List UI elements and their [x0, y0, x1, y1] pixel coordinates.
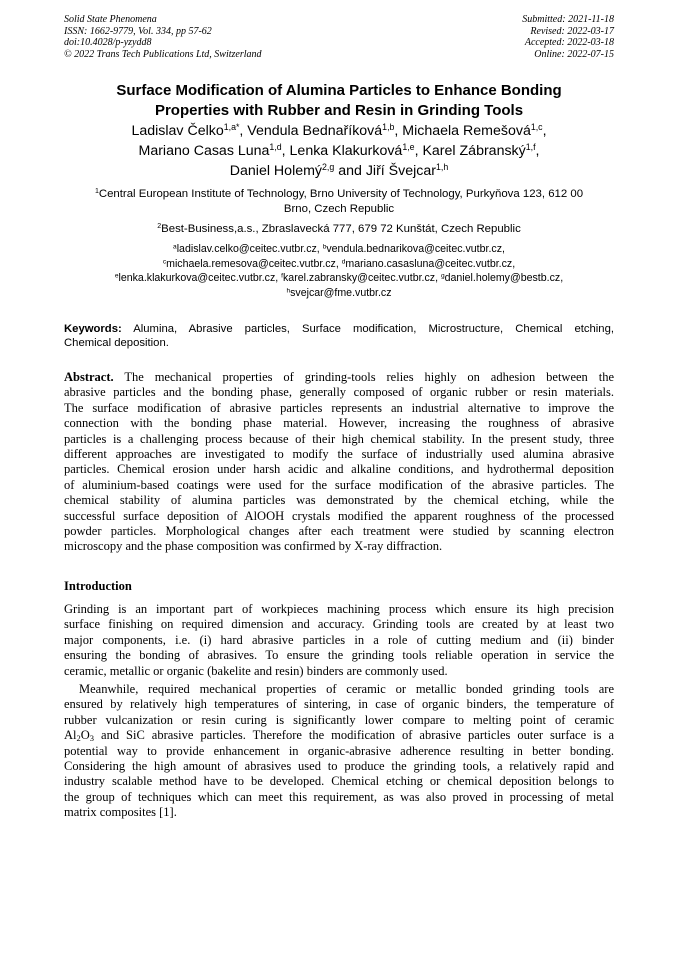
keywords-line — [64, 322, 614, 336]
abstract-line: powder particles. Morphological changes after each treatment were studied by scanning electron — [64, 524, 614, 539]
paragraph-line: Considering the high amount of abrasives used to produce the grinding tools, a relatively rapid and — [64, 759, 614, 774]
author-name: Daniel Holemý — [229, 163, 323, 179]
email-mark: g — [440, 272, 445, 280]
email-line — [20, 286, 658, 301]
accepted-date: Accepted: 2022-03-18 — [524, 37, 614, 48]
email-address: vendula.bednarikova@ceitec.vutbr.cz — [326, 243, 502, 255]
affiliation-1 — [64, 187, 614, 216]
email-mark: c — [162, 257, 167, 265]
email-address: karel.zabransky@ceitec.vutbr.cz — [283, 272, 436, 285]
email-address: lenka.klakurkova@ceitec.vutbr.cz — [118, 272, 276, 285]
section-heading: Introduction — [64, 579, 132, 593]
keywords-section — [64, 322, 614, 351]
author-separator: , — [239, 123, 248, 139]
email-line: $^a$ladislav.celko@ceitec.vutbr.cz, $^b$vendula.bednarikova@ceitec.vutbr.cz, — [173, 243, 505, 255]
author-name: Lenka Klakurková — [289, 143, 403, 159]
paragraph-line: industry scalable method have to be developed. Chemical etching or chemical deposition belongs to — [64, 774, 614, 789]
paragraph-line: Meanwhile, required mechanical properties of ceramic or metallic bonded grinding tools are — [79, 682, 614, 696]
author-name: Mariano Casas Luna — [138, 143, 270, 159]
title-line: Properties with Rubber and Resin in Grinding Tools — [154, 102, 524, 119]
email-mark: h — [286, 287, 291, 295]
abstract-line: particles is a challenging process because of their high chemical stability. In the present study, three — [64, 431, 614, 446]
author-affiliation-mark: 1,f — [525, 142, 536, 153]
email-mark: b — [322, 243, 327, 251]
keywords-label: Keywords: — [64, 323, 122, 335]
email-address: daniel.holemy@bestb.cz — [444, 272, 561, 285]
journal-doi: doi:10.4028/p-yzydd8 — [64, 37, 152, 48]
author-affiliation-mark: 1,c — [530, 122, 543, 133]
email-address: svejcar@fme.vutbr.cz — [290, 286, 392, 299]
author-name: Ladislav Čelko — [131, 123, 224, 139]
paragraph-line — [64, 728, 614, 743]
author-affiliation-mark: 1,e — [402, 142, 415, 153]
email-line: $^e$lenka.klakurkova@ceitec.vutbr.cz, $^f$karel.zabransky@ceitec.vutbr.cz, $^g$daniel.holemy@bestb.cz, — [114, 272, 564, 285]
affiliation-line — [64, 222, 614, 237]
abstract-section — [64, 370, 614, 555]
affiliation-line — [64, 187, 614, 202]
author-name: Michaela Remešová — [402, 123, 531, 139]
paragraph-line: the group of techniques which can meet this requirement, as was also proved in processing of metal — [64, 789, 614, 804]
revised-date: Revised: 2022-03-17 — [530, 25, 614, 37]
journal-info — [64, 14, 262, 60]
author-name: Jiří Švejcar — [365, 163, 436, 179]
journal-issn: ISSN: 1662-9779, Vol. 334, pp 57-62 — [64, 25, 212, 37]
author-affiliation-mark: 1,a* — [223, 122, 240, 133]
author-affiliation-mark: 2,g — [322, 162, 335, 173]
intro-paragraph-1 — [64, 602, 614, 679]
email-list — [20, 242, 658, 300]
author-separator: , — [542, 123, 547, 139]
online-date: Online: 2022-07-15 — [534, 48, 614, 60]
email-mark: a — [173, 243, 177, 251]
submitted-date: Submitted: 2021-11-18 — [522, 14, 614, 25]
email-mark: e — [114, 272, 119, 280]
email-address: mariano.casasluna@ceitec.vutbr.cz — [345, 257, 513, 270]
author-affiliation-mark: 1,h — [436, 162, 449, 173]
paragraph-line: major components, i.e. (i) hard abrasive particles in a role of cutting medium and (ii) binder — [64, 632, 614, 647]
publication-dates — [522, 14, 614, 60]
author-separator: , — [535, 143, 540, 159]
email-address: michaela.remesova@ceitec.vutbr.cz — [166, 257, 336, 270]
author-separator: and — [334, 163, 366, 179]
abstract-text: The mechanical properties of grinding-tools relies highly on adhesion between the — [124, 370, 614, 384]
formula-subscript: 3 — [89, 733, 95, 744]
author-name: Karel Zábranský — [422, 143, 526, 159]
author-name: Vendula Bednaříková — [247, 123, 383, 139]
intro-paragraph-2 — [64, 682, 614, 821]
formula-subscript: 2 — [76, 733, 81, 744]
keywords-line: Chemical deposition. — [64, 337, 169, 350]
affiliation-2 — [64, 222, 614, 237]
abstract-line: successful surface deposition of AlOOH crystals modified the apparent roughness of the processed — [64, 508, 614, 523]
paper-title — [64, 81, 614, 121]
paragraph-line: ensured by relatively high temperatures of sintering, in case of organic binders, the temperature of — [64, 697, 614, 712]
formula-al2o3 — [64, 728, 94, 742]
abstract-line — [64, 370, 614, 385]
affiliation-mark: 1 — [94, 188, 99, 196]
paragraph-line: surface finishing on required dimension and accuracy. Grinding tools are created by at least two — [64, 617, 614, 632]
author-separator: , — [414, 143, 423, 159]
paragraph-line: matrix composites [1]. — [64, 805, 177, 820]
formula-part: O — [80, 728, 90, 743]
paragraph-line: ensuring the bonding of abrasives. To ensure the grinding tools reliable operation in service the — [64, 648, 614, 663]
author-separator: , — [281, 143, 290, 159]
author-line — [40, 141, 638, 161]
abstract-line: microscopy and the phase composition was confirmed by X-ray diffraction. — [64, 539, 443, 554]
email-mark: f — [281, 272, 283, 280]
abstract-line: of aluminium-based coatings were used for the surface modification of the abrasive particles. The — [64, 477, 614, 492]
journal-name: Solid State Phenomena — [64, 14, 157, 25]
affiliation-text: Best-Business,a.s., Zbraslavecká 777, 679 72 Kunštát, Czech Republic — [161, 223, 521, 235]
abstract-line: abrasive particles and the bonding phase, generally composed of organic rubber or resin materials. — [64, 385, 614, 400]
email-line: $^c$michaela.remesova@ceitec.vutbr.cz, $^d$mariano.casasluna@ceitec.vutbr.cz, — [162, 257, 516, 270]
paragraph-line: Grinding is an important part of workpieces machining process which ensure its high precision — [64, 602, 614, 616]
author-line — [40, 161, 638, 181]
abstract-label: Abstract. — [64, 370, 114, 384]
journal-copyright: © 2022 Trans Tech Publications Ltd, Switzerland — [64, 48, 262, 60]
paragraph-text: and SiC abrasive particles. Therefore the modification of abrasive particles outer surface is a — [94, 728, 614, 743]
formula-part: Al — [64, 728, 77, 743]
title-line: Surface Modification of Alumina Particles to Enhance Bonding — [116, 82, 562, 99]
abstract-line: The surface modification of abrasive particles represents an industrial alternative to improve the — [64, 400, 614, 415]
keywords-text: Alumina, Abrasive particles, Surface modification, Microstructure, Chemical etching, — [133, 323, 615, 335]
affiliation-mark: 2 — [157, 223, 162, 231]
paragraph-line: potential way to provide enhancement in organic-abrasive adherence resulting in better bonding. — [64, 743, 614, 758]
author-list — [40, 121, 638, 181]
affiliation-line: Brno, Czech Republic — [283, 202, 395, 215]
affiliation-text: Central European Institute of Technology, Brno University of Technology, Purkyňova 123, 612 00 — [98, 188, 584, 200]
abstract-line: connection with the bonding phase material. However, increasing the roughness of abrasive — [64, 416, 614, 431]
paragraph-line: ceramic, metallic or organic (bakelite and resin) binders are commonly used. — [64, 663, 448, 678]
email-address: ladislav.celko@ceitec.vutbr.cz — [176, 243, 317, 255]
email-mark: d — [341, 257, 346, 265]
author-affiliation-mark: 1,d — [269, 142, 282, 153]
abstract-line: particles. Chemical erosion under harsh acidic and alkaline conditions, and hydrothermal deposition — [64, 462, 614, 477]
author-separator: , — [394, 123, 403, 139]
author-affiliation-mark: 1,b — [382, 122, 395, 133]
abstract-line: chemical stability of alumina particles was demonstrated by the chemical etching, while the — [64, 493, 614, 508]
paragraph-line: rubber vulcanization or resin curing is significantly lower compare to melting point of ceramic — [64, 712, 614, 727]
abstract-line: different approaches are investigated to modify the surface of industrially used alumina abrasive — [64, 447, 614, 462]
author-line — [40, 121, 638, 141]
